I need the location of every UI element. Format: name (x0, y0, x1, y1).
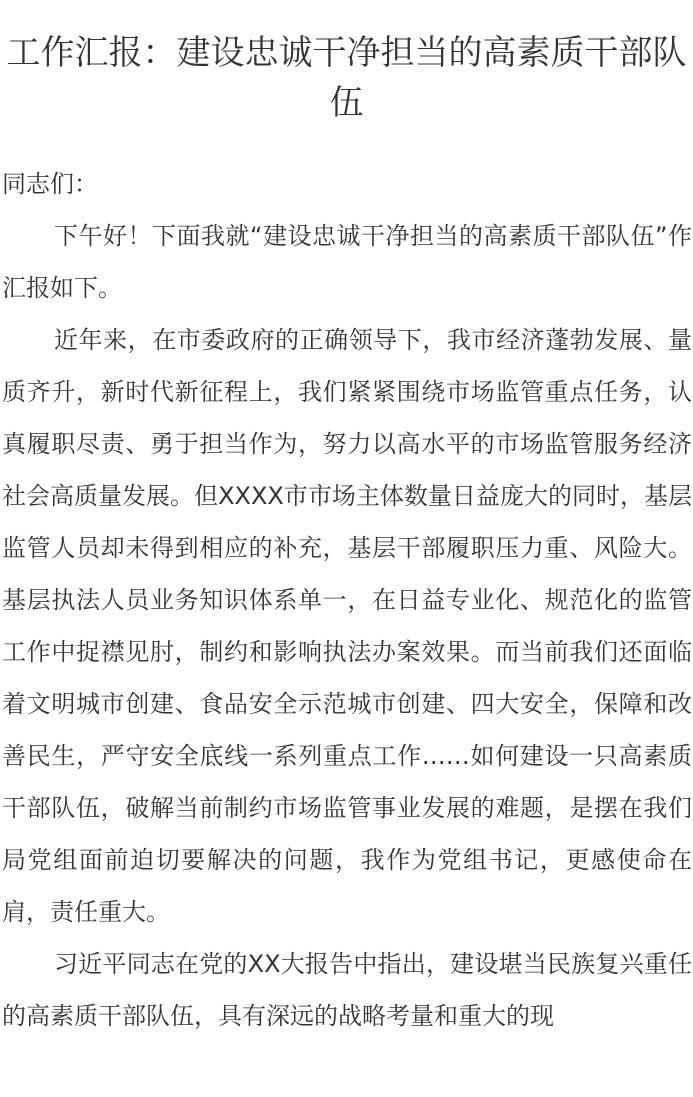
paragraph-quote: 习近平同志在党的XX大报告中指出，建设堪当民族复兴重任的高素质干部队伍，具有深远的战略考量和重大的现 (2, 950, 692, 1030)
document-title: 工作汇报：建设忠诚干净担当的高素质干部队伍 (6, 33, 687, 123)
paragraph-opening: 下午好！下面我就“建设忠诚干净担当的高素质干部队伍”作汇报如下。 (2, 222, 692, 302)
document-body (2, 158, 692, 1042)
paragraph-background: 近年来，在市委政府的正确领导下，我市经济蓬勃发展、量质齐升，新时代新征程上，我们紧紧围绕市场监管重点任务，认真履职尽责、勇于担当作为，努力以高水平的市场监管服务经济社会高质量发展。但XXXX市市场主体数量日益庞大的同时，基层监管人员却未得到相应的补充，基层干部履职压力重、风险大。基层执法人员业务知识体系单一，在日益专业化、规范化的监管工作中捉襟见肘，制约和影响执法办案效果。而当前我们还面临着文明城市创建、食品安全示范城市创建、四大安全，保障和改善民生，严守安全底线一系列重点工作……如何建设一只高素质干部队伍，破解当前制约市场监管事业发展的难题，是摆在我们局党组面前迫切要解决的问题，我作为党组书记，更感使命在肩，责任重大。 (2, 326, 692, 926)
greeting-line: 同志们： (2, 170, 98, 198)
